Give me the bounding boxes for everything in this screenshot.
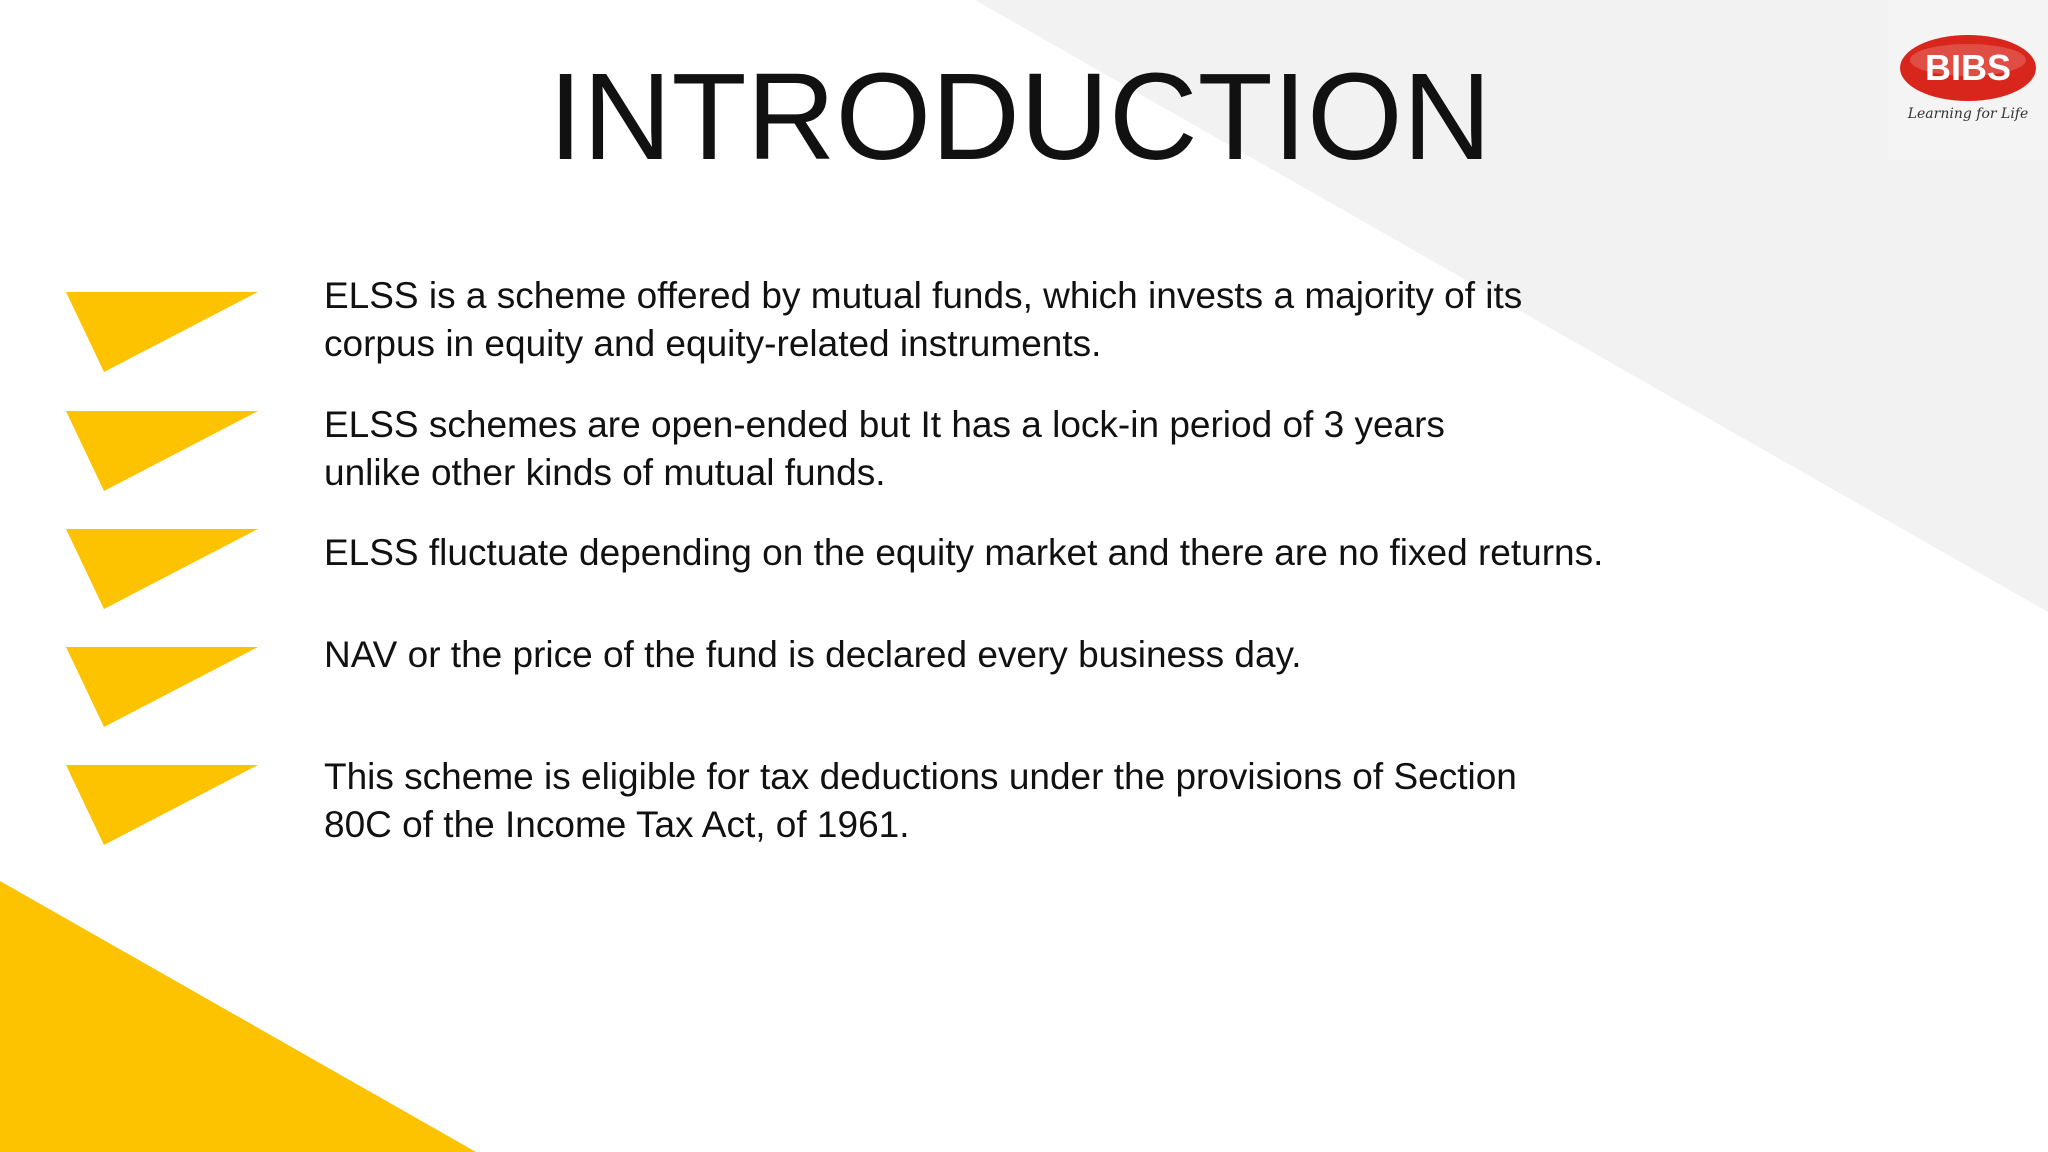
logo-tagline: Learning for Life [1907,106,2029,122]
bibs-logo [1888,0,2048,160]
bullet-line: corpus in equity and equity-related instruments. [324,323,1102,364]
yellow-triangle-icon [66,527,258,609]
bullet-item-4 [324,631,1764,679]
bullet-line: This scheme is eligible for tax deductions under the provisions of Section [324,756,1517,797]
bullet-line: unlike other kinds of mutual funds. [324,452,886,493]
yellow-triangle-icon [66,763,258,845]
bullet-line: 80C of the Income Tax Act, of 1961. [324,804,910,845]
yellow-triangle-icon [66,645,258,727]
bullet-line: NAV or the price of the fund is declared every business day. [324,634,1302,675]
yellow-triangle-icon [66,290,258,372]
bullet-item-5 [324,753,1764,849]
bullet-line: ELSS is a scheme offered by mutual funds, which invests a majority of its [324,275,1523,316]
bullet-line: ELSS schemes are open-ended but It has a lock-in period of 3 years [324,404,1445,445]
logo-brand-text: BIBS [1924,47,2012,88]
page-title: INTRODUCTION [548,49,1492,186]
yellow-corner-triangle [0,881,476,1152]
bullet-item-1 [324,272,1764,368]
bullet-line: ELSS fluctuate depending on the equity market and there are no fixed returns. [324,532,1604,573]
yellow-triangle-icon [66,409,258,491]
bullet-item-3 [324,529,1764,577]
bullet-item-2 [324,401,1764,497]
